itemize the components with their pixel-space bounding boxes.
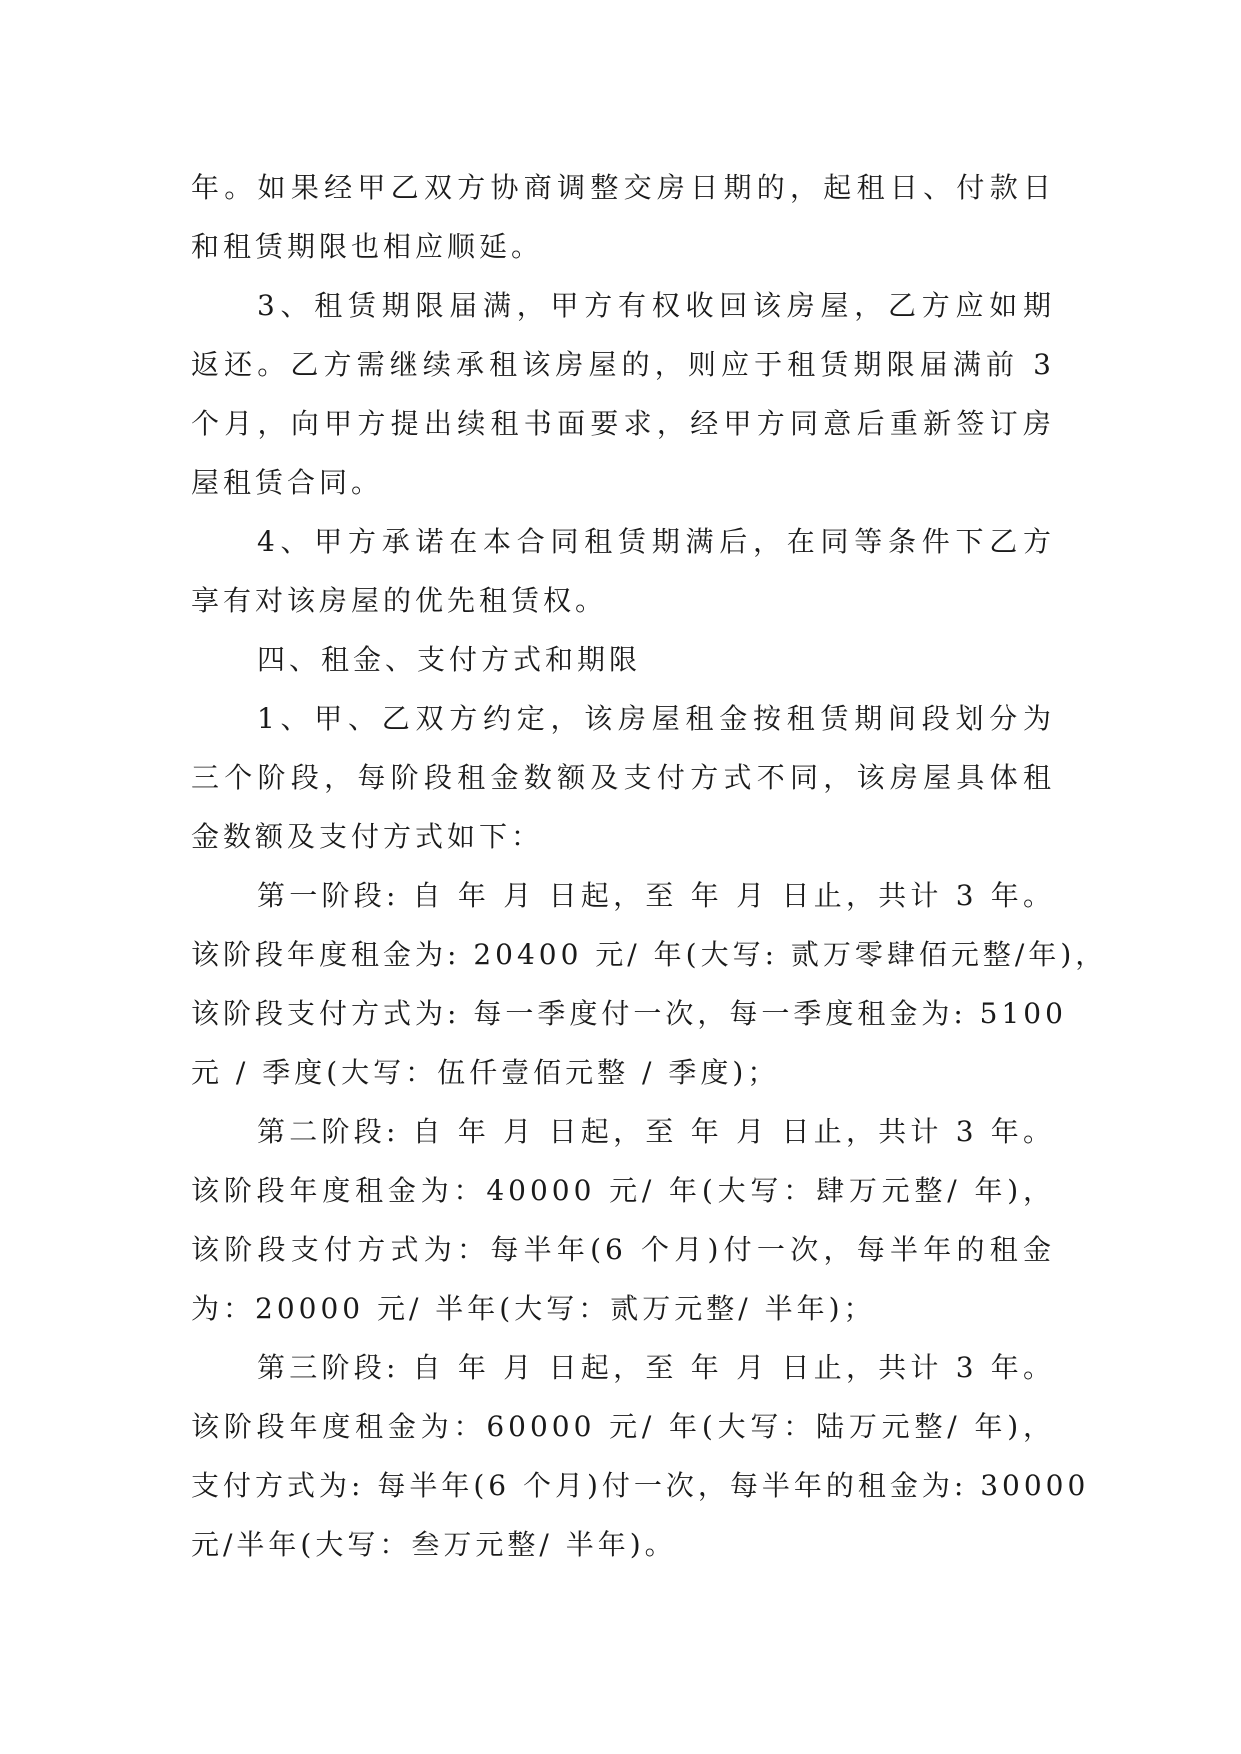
text-line: 元 / 季度(大写：伍仟壹佰元整 / 季度)； [191,1056,780,1089]
text-line: 个月，向甲方提出续租书面要求，经甲方同意后重新签订房 [191,407,1055,440]
text-line: 该阶段年度租金为: 20400 元/ 年(大写: 贰万零肆佰元整/年)， [191,938,1108,971]
text-line: 4、甲方承诺在本合同租赁期满后，在同等条件下乙方 [257,525,1055,558]
text-line: 1、甲、乙双方约定，该房屋租金按租赁期间段划分为 [257,702,1055,735]
text-line: 为：20000 元/ 半年(大写：贰万元整/ 半年)； [191,1292,876,1325]
text-line: 元/半年(大写：叁万元整/ 半年)。 [191,1528,677,1561]
text-line: 第二阶段: 自 年 月 日起，至 年 月 日止，共计 3 年。 [257,1115,1055,1148]
text-line: 返还。乙方需继续承租该房屋的，则应于租赁期限届满前 3 [191,348,1055,381]
text-line: 该阶段支付方式为：每半年(6 个月)付一次，每半年的租金 [191,1233,1055,1266]
text-line: 三个阶段，每阶段租金数额及支付方式不同，该房屋具体租 [191,761,1055,794]
section-heading: 四、租金、支付方式和期限 [257,643,642,676]
text-line: 和租赁期限也相应顺延。 [191,230,544,263]
text-line: 该阶段支付方式为: 每一季度付一次，每一季度租金为: 5100 [191,997,1067,1030]
text-line: 屋租赁合同。 [191,466,384,499]
document-page [191,158,1108,1574]
text-line: 年。如果经甲乙双方协商调整交房日期的，起租日、付款日 [191,171,1055,204]
text-line: 支付方式为: 每半年(6 个月)付一次，每半年的租金为: 30000 [191,1469,1090,1502]
text-line: 3、租赁期限届满，甲方有权收回该房屋，乙方应如期 [257,289,1055,322]
text-line: 享有对该房屋的优先租赁权。 [191,584,608,617]
text-line: 金数额及支付方式如下： [191,820,544,853]
text-line: 第一阶段: 自 年 月 日起，至 年 月 日止，共计 3 年。 [257,879,1055,912]
text-line: 该阶段年度租金为：60000 元/ 年(大写：陆万元整/ 年)， [191,1410,1055,1443]
text-line: 该阶段年度租金为：40000 元/ 年(大写：肆万元整/ 年)， [191,1174,1055,1207]
text-line: 第三阶段: 自 年 月 日起，至 年 月 日止，共计 3 年。 [257,1351,1055,1384]
